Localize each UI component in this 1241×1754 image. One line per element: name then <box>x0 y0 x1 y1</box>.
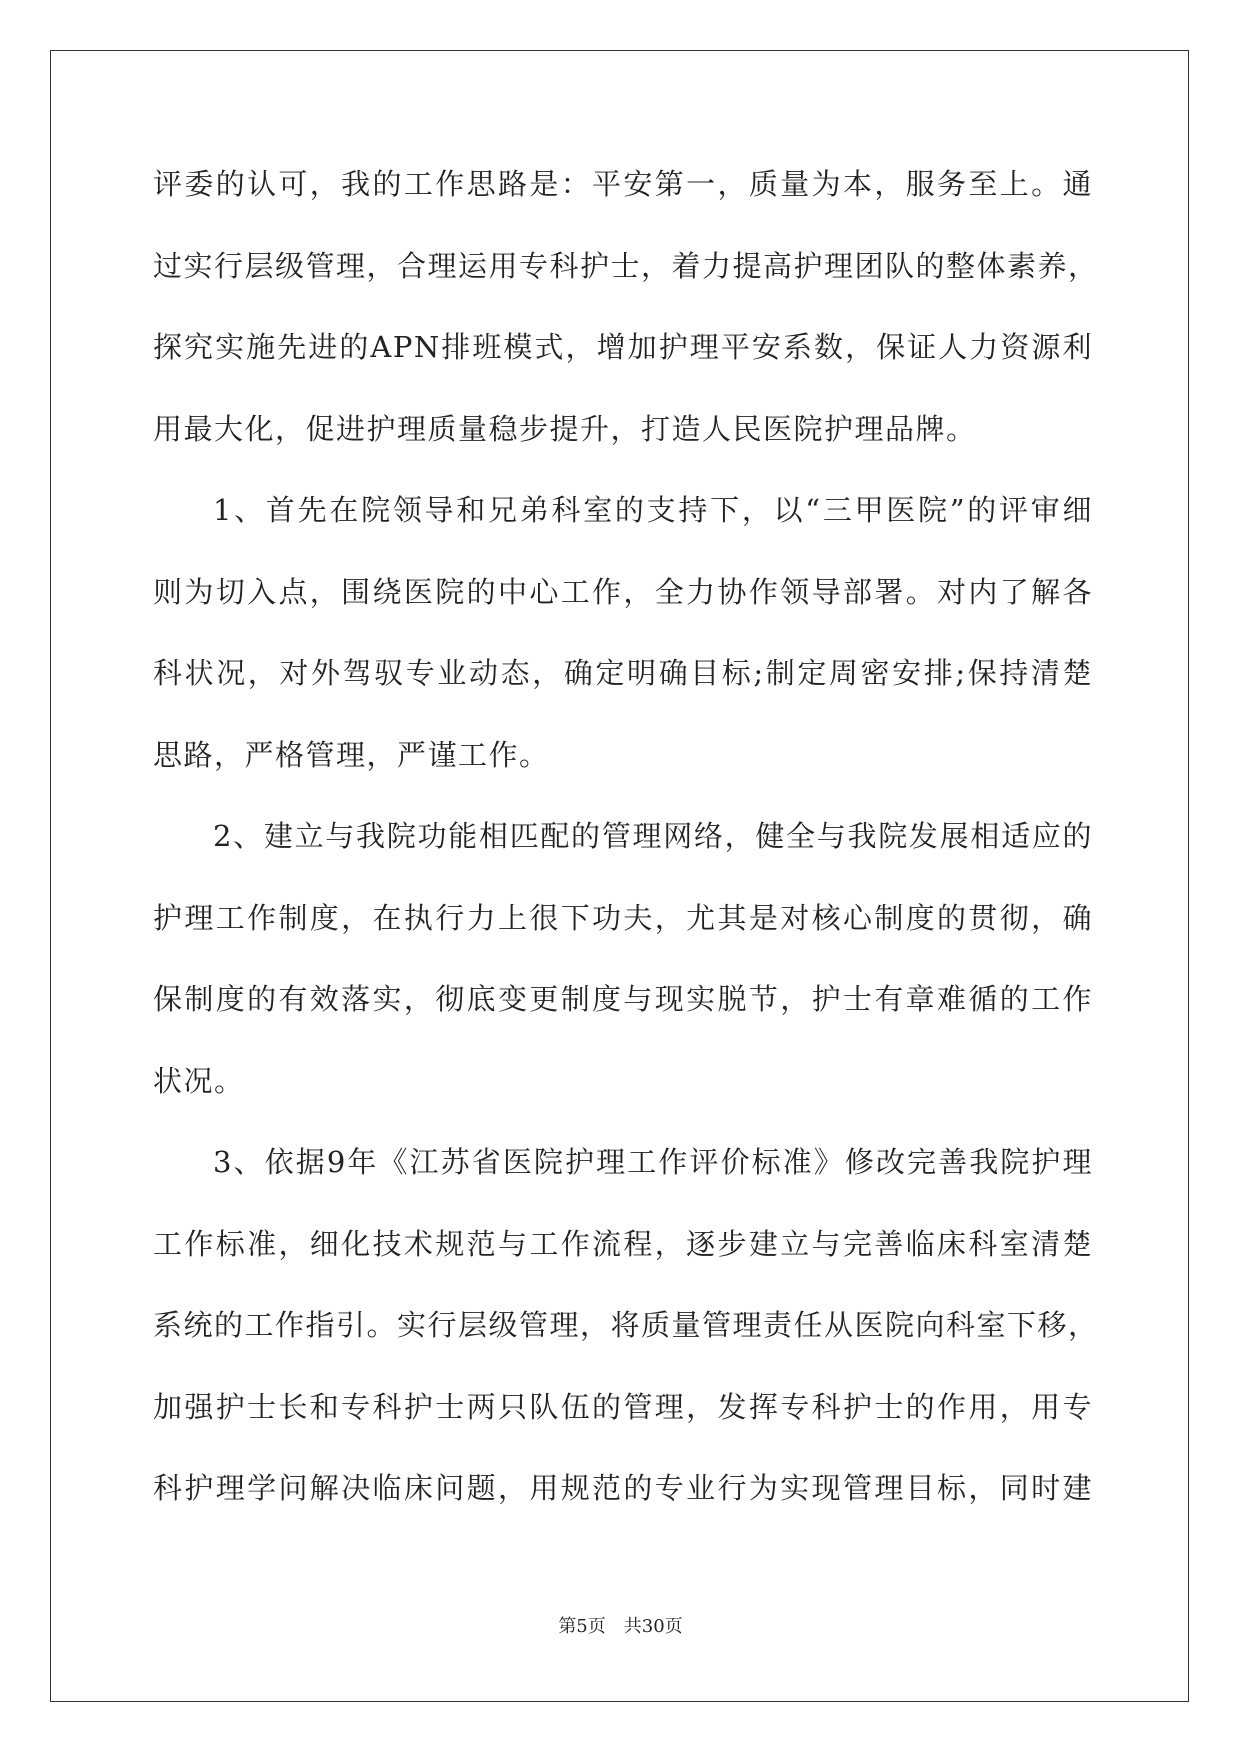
page-number: 第5页 <box>558 1616 606 1637</box>
paragraph-1-start: 1、首先在院领导和兄弟科室的支持下，以“三甲医院”的评审细 <box>213 493 1093 527</box>
text-line: 科护理学问解决临床问题，用规范的专业行为实现管理目标，同时建 <box>153 1471 1093 1505</box>
text-line: 工作标准，细化技术规范与工作流程，逐步建立与完善临床科室清楚 <box>153 1226 1093 1261</box>
page-total: 共30页 <box>623 1616 683 1637</box>
text-line: 则为切入点，围绕医院的中心工作，全力协作领导部署。对内了解各 <box>153 574 1093 609</box>
text-line: 科状况，对外驾驭专业动态，确定明确目标;制定周密安排;保持清楚 <box>153 656 1093 690</box>
paragraph-2-start: 2、建立与我院功能相匹配的管理网络，健全与我院发展相适应的 <box>213 819 1093 853</box>
text-line: 思路，严格管理，严谨工作。 <box>153 737 550 772</box>
document-body <box>153 155 1099 1541</box>
text-line: 护理工作制度，在执行力上很下功夫，尤其是对核心制度的贯彻，确 <box>153 900 1093 935</box>
text-line: 系统的工作指引。实行层级管理，将质量管理责任从医院向科室下移， <box>153 1308 1099 1342</box>
text-line: 保制度的有效落实，彻底变更制度与现实脱节，护士有章难循的工作 <box>153 982 1093 1016</box>
text-line: 评委的认可，我的工作思路是：平安第一，质量为本，服务至上。通 <box>153 167 1093 201</box>
text-line: 加强护士长和专科护士两只队伍的管理，发挥专科护士的作用，用专 <box>153 1389 1093 1424</box>
text-line: 过实行层级管理，合理运用专科护士，着力提高护理团队的整体素养， <box>153 248 1099 283</box>
text-line: 用最大化，促进护理质量稳步提升，打造人民医院护理品牌。 <box>153 411 977 446</box>
text-line: 状况。 <box>153 1063 245 1098</box>
text-line: 探究实施先进的APN排班模式，增加护理平安系数，保证人力资源利 <box>153 330 1093 364</box>
page-footer <box>0 1612 1241 1638</box>
paragraph-3-start: 3、依据9年《江苏省医院护理工作评价标准》修改完善我院护理 <box>213 1145 1093 1179</box>
